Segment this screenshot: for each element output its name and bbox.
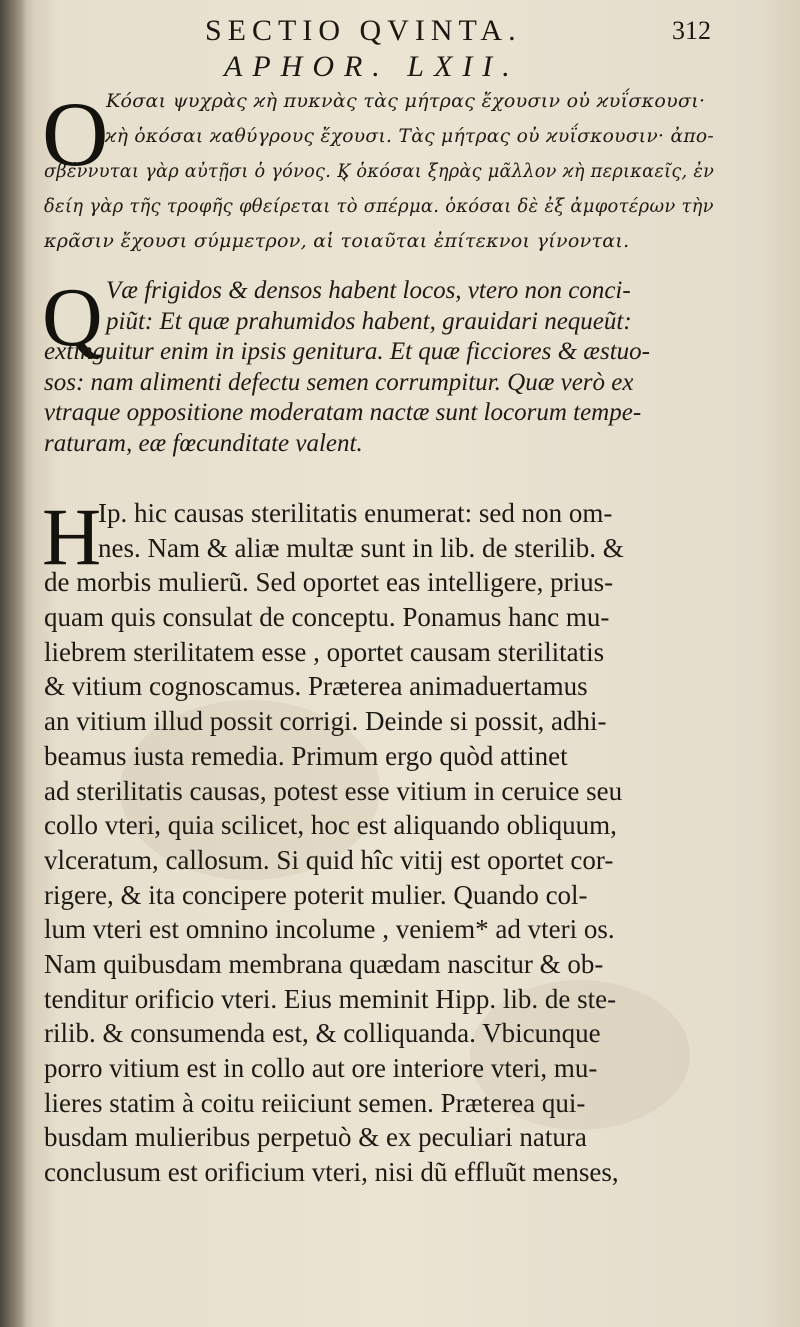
commentary-text bbox=[42, 491, 714, 1190]
commentary-dropcap: H bbox=[42, 491, 102, 582]
latin-line: piũt: Et quæ prahumidos habent, grauidari nequeũt: bbox=[106, 307, 632, 335]
latin-line: raturam, eæ fœcunditate valent. bbox=[44, 429, 363, 457]
commentary-line: Ip. hic causas sterilitatis enumerat: sed non om- bbox=[98, 498, 613, 528]
greek-line: κρᾶσιν ἔχουσι σύμμετρον, αἱ τοιαῦται ἐπίτεκνοι γίνονται. bbox=[44, 230, 630, 252]
latin-translation bbox=[42, 271, 714, 459]
commentary-line: & vitium cognoscamus. Præterea animaduertamus bbox=[44, 671, 588, 702]
commentary-line: quam quis consulat de conceptu. Ponamus hanc mu- bbox=[44, 602, 610, 633]
commentary-line: conclusum est orificium vteri, nisi dũ effluũt menses, bbox=[44, 1157, 619, 1188]
commentary-line: porro vitium est in collo aut ore interiore vteri, mu- bbox=[44, 1053, 598, 1083]
commentary-line: ad sterilitatis causas, potest esse vitium in ceruice seu bbox=[44, 775, 623, 806]
running-head: SECTIO QVINTA. bbox=[205, 14, 522, 47]
latin-line: Væ frigidos & densos habent locos, vtero non conci- bbox=[106, 277, 631, 304]
greek-line: δείη γὰρ τῆς τροφῆς φθείρεται τὸ σπέρμα. ὁκόσαι δὲ ἐξ ἀμφοτέρων τὴν bbox=[44, 195, 714, 217]
commentary-line: de morbis mulierũ. Sed oportet eas intelligere, prius- bbox=[44, 567, 614, 598]
commentary-line: tenditur orificio vteri. Eius meminit Hipp. lib. de ste- bbox=[44, 983, 617, 1014]
commentary-line: liebrem sterilitatem esse , oportet causam sterilitatis bbox=[44, 636, 605, 667]
greek-dropcap: O bbox=[42, 83, 109, 185]
commentary-line: rigere, & ita concipere poterit mulier. Quando col- bbox=[44, 879, 588, 910]
commentary-line: busdam mulieribus perpetuò & ex peculiari natura bbox=[44, 1122, 587, 1153]
commentary-line: nes. Nam & aliæ multæ sunt in lib. de sterilib. & bbox=[98, 532, 624, 563]
latin-dropcap: Q bbox=[42, 271, 103, 364]
greek-text bbox=[44, 84, 714, 259]
commentary-line: an vitium illud possit corrigi. Deinde si possit, adhi- bbox=[44, 706, 607, 737]
commentary-line: rilib. & consumenda est, & colliquanda. Vbicunque bbox=[44, 1018, 601, 1049]
page-header bbox=[0, 14, 800, 54]
commentary-line: lieres statim à coitu reiiciunt semen. Præterea qui- bbox=[44, 1087, 586, 1118]
binding-gutter bbox=[0, 0, 26, 1327]
latin-line: vtraque oppositione moderatam nactæ sunt locorum tempe- bbox=[44, 399, 642, 426]
commentary-line: lum vteri est omnino incolume , veniem* ad vteri os. bbox=[44, 914, 615, 945]
latin-line: sos: nam alimenti defectu semen corrumpitur. Quæ verò ex bbox=[44, 368, 634, 396]
commentary-line: Nam quibusdam membrana quædam nascitur & ob- bbox=[44, 948, 604, 979]
commentary-line: beamus iusta remedia. Primum ergo quòd attinet bbox=[44, 740, 568, 771]
latin-line: extinguitur enim in ipsis genitura. Et quæ ficciores & æstuo- bbox=[44, 338, 650, 365]
page-number: 312 bbox=[672, 16, 711, 45]
aphorism-title: APHOR. LXII. bbox=[224, 50, 520, 83]
greek-line: σβέννυται γὰρ αὐτῇσι ὁ γόνος. Ϗ ὁκόσαι ξηρὰς μᾶλλον ϰὴ περικαεῖς, ἐν bbox=[44, 160, 715, 182]
greek-line: ϰὴ ὁκόσαι ϰαθύγρους ἔχουσι. Τὰς μήτρας οὐ ϰυΐσκουσιν· ἀπο- bbox=[104, 125, 715, 147]
greek-line: Κόσαι ψυχρὰς ϰὴ πυκνὰς τὰς μήτρας ἔχουσιν οὐ ϰυΐσκουσι· bbox=[106, 90, 706, 112]
commentary-line: vlceratum, callosum. Si quid hîc vitij est oportet cor- bbox=[44, 844, 614, 875]
commentary-line: collo vteri, quia scilicet, hoc est aliquando obliquum, bbox=[44, 810, 617, 841]
